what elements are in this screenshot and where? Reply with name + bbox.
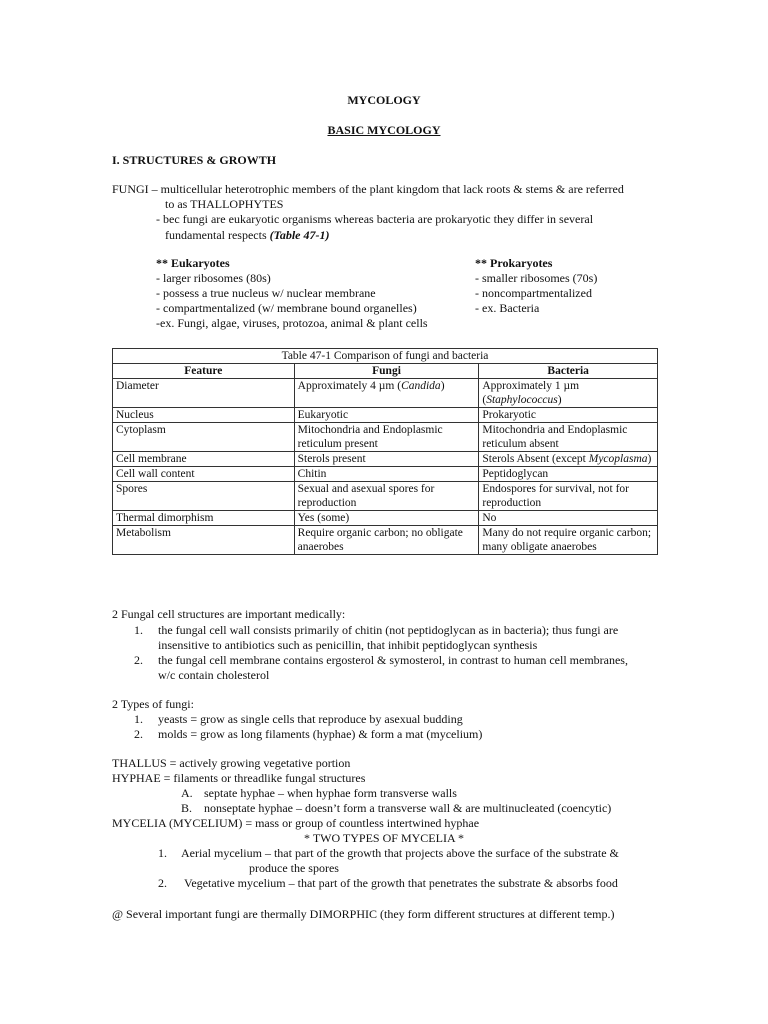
table-cell: Cytoplasm [113,423,295,452]
hyphae-definition: HYPHAE = filaments or threadlike fungal structures [112,771,366,785]
table-cell: Approximately 4 µm (Candida) [294,379,479,408]
table-cell: Nucleus [113,408,295,423]
list-item: w/c contain cholesterol [158,668,270,682]
fungi-definition-line4 [165,228,330,243]
prokaryotes-item: - noncompartmentalized [475,286,592,300]
fungi-definition-line3: - bec fungi are eukaryotic organisms whereas bacteria are prokaryotic they differ in several [156,212,594,226]
types-of-fungi-intro: 2 Types of fungi: [112,697,194,711]
column-header-bacteria: Bacteria [479,364,658,379]
table-cell: Sterols present [294,452,479,467]
table-cell: Peptidoglycan [479,467,658,482]
table-row [113,379,658,408]
list-item: Vegetative mycelium – that part of the growth that penetrates the substrate & absorbs food [184,876,618,890]
table-row [113,467,658,482]
table-cell: Diameter [113,379,295,408]
table-cell: Thermal dimorphism [113,511,295,526]
table-row [113,482,658,511]
table-cell: No [479,511,658,526]
list-item: molds = grow as long filaments (hyphae) & form a mat (mycelium) [158,727,483,741]
table-cell: Prokaryotic [479,408,658,423]
table-cell: Approximately 1 µm (Staphylococcus) [479,379,658,408]
list-item: Aerial mycelium – that part of the growth that projects above the surface of the substrate & [181,846,619,860]
table-cell: Cell membrane [113,452,295,467]
eukaryotes-item: -ex. Fungi, algae, viruses, protozoa, animal & plant cells [156,316,428,330]
fungi-definition-line4-text: fundamental respects [165,228,270,242]
mycelia-definition: MYCELIA (MYCELIUM) = mass or group of countless intertwined hyphae [112,816,480,830]
table-caption-row [113,349,658,364]
list-item: produce the spores [249,861,339,875]
eukaryotes-item: - possess a true nucleus w/ nuclear membrane [156,286,376,300]
table-cell: Mitochondria and Endoplasmic reticulum absent [479,423,658,452]
section-heading: I. STRUCTURES & GROWTH [112,153,277,167]
column-header-feature: Feature [113,364,295,379]
table-cell: Mitochondria and Endoplasmic reticulum present [294,423,479,452]
table-cell: Many do not require organic carbon; many obligate anaerobes [479,526,658,555]
list-number: 1. [134,712,143,726]
list-number: 2. [134,727,143,741]
table-row [113,423,658,452]
eukaryotes-heading: ** Eukaryotes [156,256,230,270]
table-row [113,526,658,555]
fungi-definition-line1: FUNGI – multicellular heterotrophic members of the plant kingdom that lack roots & stems & are referred [112,182,624,196]
list-item: yeasts = grow as single cells that reproduce by asexual budding [158,712,463,726]
list-item: septate hyphae – when hyphae form transverse walls [204,786,457,800]
fungi-definition-line2: to as THALLOPHYTES [165,197,284,211]
table-cell: Spores [113,482,295,511]
list-number: A. [181,786,193,800]
table-row [113,408,658,423]
prokaryotes-item: - ex. Bacteria [475,301,540,315]
table-cell: Eukaryotic [294,408,479,423]
column-header-fungi: Fungi [294,364,479,379]
table-cell: Cell wall content [113,467,295,482]
list-item: the fungal cell membrane contains ergosterol & symosterol, in contrast to human cell membranes, [158,653,628,667]
document-title: MYCOLOGY [347,93,421,107]
thallus-definition: THALLUS = actively growing vegetative portion [112,756,351,770]
table-cell: Yes (some) [294,511,479,526]
table-row [113,511,658,526]
table-caption: Table 47-1 Comparison of fungi and bacteria [113,349,658,364]
list-item: nonseptate hyphae – doesn’t form a transverse wall & are multinucleated (coencytic) [204,801,612,815]
prokaryotes-heading: ** Prokaryotes [475,256,553,270]
document-subtitle: BASIC MYCOLOGY [327,123,441,137]
table-cell: Chitin [294,467,479,482]
table-reference: (Table 47-1) [269,228,330,242]
table-header-row [113,364,658,379]
table-cell: Require organic carbon; no obligate anaerobes [294,526,479,555]
list-number: 1. [134,623,143,637]
table-row [113,452,658,467]
table-cell: Metabolism [113,526,295,555]
list-item: insensitive to antibiotics such as penicillin, that inhibit peptidoglycan synthesis [158,638,538,652]
prokaryotes-item: - smaller ribosomes (70s) [475,271,598,285]
table-cell: Sexual and asexual spores for reproduction [294,482,479,511]
eukaryotes-item: - compartmentalized (w/ membrane bound organelles) [156,301,417,315]
list-number: B. [181,801,193,815]
list-number: 2. [158,876,167,890]
table-cell: Endospores for survival, not for reproduction [479,482,658,511]
table-cell: Sterols Absent (except Mycoplasma) [479,452,658,467]
eukaryotes-item: - larger ribosomes (80s) [156,271,271,285]
list-number: 1. [158,846,167,860]
comparison-table [112,348,658,555]
mycelia-types-heading: * TWO TYPES OF MYCELIA * [304,831,464,845]
list-number: 2. [134,653,143,667]
list-item: the fungal cell wall consists primarily of chitin (not peptidoglycan as in bacteria); thus fungi are [158,623,619,637]
cell-structures-intro: 2 Fungal cell structures are important medically: [112,607,346,621]
dimorphic-note: @ Several important fungi are thermally DIMORPHIC (they form different structures at different temp.) [112,907,615,921]
